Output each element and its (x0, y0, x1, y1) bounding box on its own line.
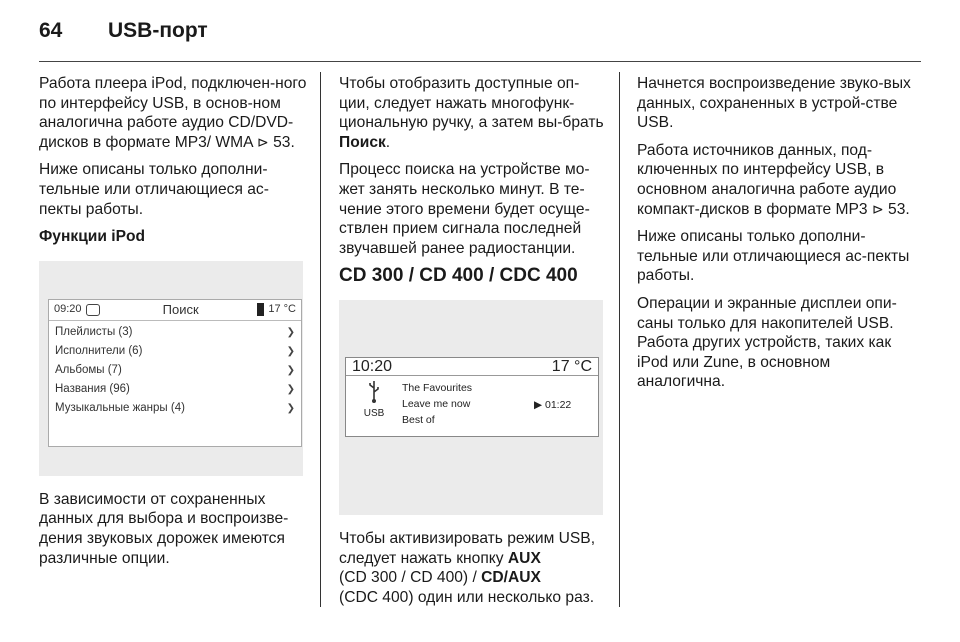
list-item (49, 400, 301, 419)
section-heading: CD 300 / CD 400 / CDC 400 (339, 265, 578, 287)
chevron-right-icon: ❯ (286, 365, 295, 377)
list-item-label: Музыкальные жанры (4) (55, 402, 185, 415)
temperature: 17 °C (268, 302, 296, 315)
chevron-right-icon: ❯ (286, 346, 295, 358)
section-heading: Функции iPod (39, 228, 146, 246)
paragraph-text: Чтобы активизировать режим USB, следует нажать кнопку (339, 529, 596, 567)
page-title: USB-порт (108, 19, 208, 42)
play-time: 01:22 (545, 398, 572, 411)
list-item-label: Названия (96) (55, 383, 130, 396)
list-item-label: Исполнители (6) (55, 345, 143, 358)
column-2 (339, 74, 609, 615)
list-item: The Favourites (402, 381, 473, 394)
bold-term: AUX (507, 549, 541, 567)
play-icon: ▶ (534, 398, 543, 411)
usb-icon (367, 380, 381, 404)
list-item (49, 324, 301, 343)
column-1 (39, 74, 309, 576)
paragraph-text: Чтобы отобразить доступные оп-ции, следует нажать многофунк-циональную ручку, а затем вы-брать (339, 75, 604, 132)
paragraph-text: Работа плеера iPod, подключен-ного по интерфейсу USB, в основ-ном аналогична работе аудио CD/DVD-дисков в формате MP3/ WMA (39, 75, 307, 151)
paragraph (339, 74, 609, 152)
paragraph: Начнется воспроизведение звуко-вых данных, сохраненных в устрой-стве USB. (637, 75, 911, 132)
column-3 (637, 74, 922, 400)
bold-term: Поиск (339, 133, 386, 151)
page-ref: 53. (888, 200, 910, 218)
paragraph (637, 141, 922, 219)
paragraph: Ниже описаны только дополни-тельные или отличающиеся ас-пекты работы. (39, 161, 269, 218)
clock: 10:20 (352, 357, 393, 375)
page-ref-icon: ⊳ (257, 133, 269, 150)
list-item-label: Альбомы (7) (55, 364, 122, 377)
cd-screen-illustration (339, 300, 603, 515)
paragraph-end: . (385, 133, 391, 151)
paragraph-text: (CDC 400) один или несколько раз. (339, 588, 595, 606)
chevron-right-icon: ❯ (286, 384, 295, 396)
bold-term: CD/AUX (481, 569, 541, 587)
list-item (49, 343, 301, 362)
paragraph-text: (CD 300 / CD 400) / (339, 569, 477, 587)
list-item: Best of (402, 413, 435, 426)
track-list (402, 380, 534, 428)
battery-icon (257, 303, 264, 316)
paragraph-text: Работа источников данных, под-ключенных по интерфейсу USB, в основном аналогична работе аудио компакт-дисков в формате MP3 (637, 141, 897, 218)
column-divider-1 (320, 72, 321, 607)
page-ref: 53. (273, 133, 295, 151)
page-number: 64 (39, 19, 63, 42)
display-title: Поиск (162, 301, 199, 317)
temperature: 17 °C (551, 357, 592, 375)
chevron-right-icon: ❯ (286, 327, 295, 339)
playback-status (534, 380, 598, 428)
paragraph: Ниже описаны только дополни-тельные или отличающиеся ас-пекты работы. (637, 228, 910, 285)
display (345, 357, 599, 437)
display-body (346, 376, 598, 428)
page-header (39, 11, 208, 51)
chevron-right-icon: ❯ (286, 403, 295, 415)
list-item-label: Плейлисты (3) (55, 326, 133, 339)
usb-source (346, 380, 402, 428)
display (48, 299, 302, 447)
ipod-icon (86, 304, 100, 316)
display-status-bar (49, 300, 301, 321)
column-divider-2 (619, 72, 620, 607)
list-item (49, 381, 301, 400)
ipod-screen-illustration (39, 261, 303, 476)
paragraph: Операции и экранные дисплеи опи-саны только для накопителей USB. Работа других устройств, таких как iPod или Zune, в основном аналогична. (637, 294, 897, 391)
display-status-bar (346, 358, 598, 376)
paragraph: В зависимости от сохраненных данных для выбора и воспроизве-дения звуковых дорожек имеются различные опции. (39, 490, 289, 567)
clock: 09:20 (54, 302, 82, 315)
list-item: Leave me now (402, 397, 471, 410)
paragraph: Процесс поиска на устройстве мо-жет занять несколько минут. В те-чение этого времени будет осуще-ствлен прием сигнала последней звучавшей ранее радиостанции. (339, 161, 590, 257)
paragraph (39, 74, 309, 152)
header-divider (39, 61, 921, 62)
page-ref-icon: ⊳ (871, 200, 884, 217)
source-label: USB (363, 407, 385, 419)
menu-list (49, 321, 301, 419)
paragraph (339, 529, 609, 607)
list-item (49, 362, 301, 381)
